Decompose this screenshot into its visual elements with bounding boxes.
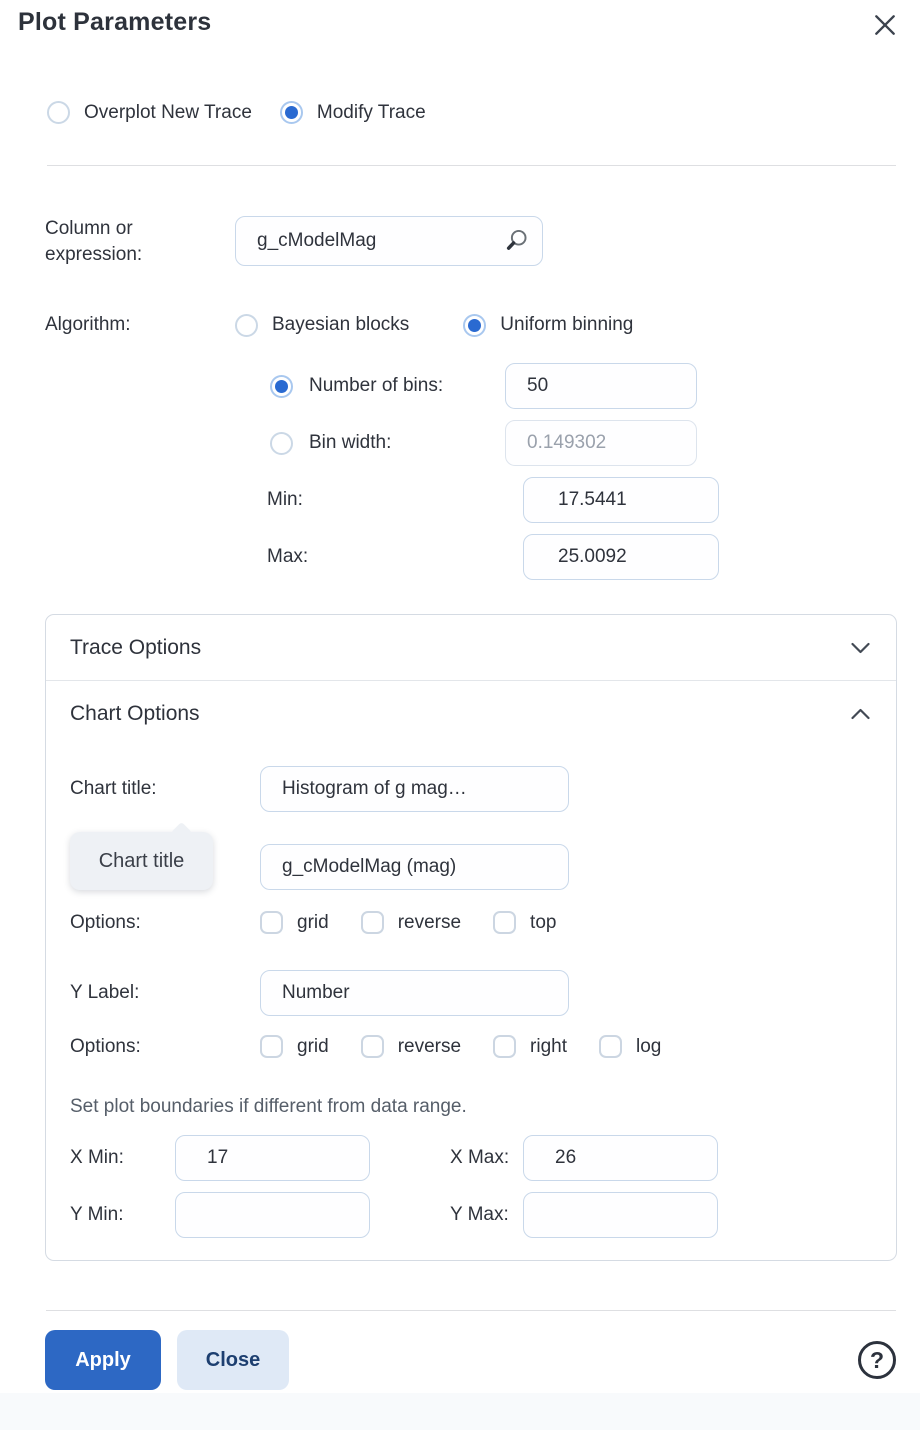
x-min-label: X Min: (70, 1147, 124, 1168)
radio-bin-width[interactable] (270, 432, 481, 455)
close-dialog-button[interactable]: Close (177, 1330, 289, 1390)
checkbox-icon (493, 911, 516, 934)
y-min-input[interactable] (175, 1192, 370, 1238)
radio-label: Number of bins: (309, 375, 444, 396)
bottom-strip (0, 1393, 920, 1430)
algorithm-row (45, 312, 920, 338)
checkbox-x-grid[interactable] (260, 911, 329, 934)
checkbox-x-reverse[interactable] (361, 911, 461, 934)
radio-circle-icon (270, 432, 293, 455)
checkbox-icon (493, 1035, 516, 1058)
radio-circle-icon (463, 314, 486, 337)
x-options-label: Options: (70, 911, 141, 933)
chart-options-header[interactable] (46, 681, 896, 747)
checkbox-icon (260, 911, 283, 934)
chevron-up-icon (851, 708, 870, 720)
chart-title-tooltip (70, 832, 213, 890)
radio-circle-icon (235, 314, 258, 337)
checkbox-label: reverse (397, 911, 462, 933)
column-expression-input-wrap (235, 216, 543, 268)
column-expression-label: Column or expression: (45, 218, 143, 265)
x-label-input[interactable] (260, 844, 569, 890)
y-boundaries-row (70, 1192, 872, 1238)
chart-title-row (70, 766, 872, 812)
radio-label: Uniform binning (500, 314, 634, 335)
x-min-input[interactable] (175, 1135, 370, 1181)
boundaries-note: Set plot boundaries if different from data range. (70, 1096, 467, 1117)
y-max-label: Y Max: (450, 1204, 509, 1225)
checkbox-icon (361, 1035, 384, 1058)
checkbox-label: reverse (397, 1035, 462, 1057)
footer (45, 1330, 896, 1390)
radio-circle-icon (47, 101, 70, 124)
y-options-label: Options: (70, 1035, 141, 1057)
checkbox-y-right[interactable] (493, 1035, 567, 1058)
number-of-bins-row (270, 363, 920, 409)
checkbox-icon (361, 911, 384, 934)
x-label-row (70, 832, 872, 890)
trace-options-header[interactable] (46, 615, 896, 681)
min-input[interactable] (523, 477, 719, 523)
dialog-header (0, 0, 920, 43)
y-label-input[interactable] (260, 970, 569, 1016)
trace-options-title: Trace Options (70, 635, 202, 659)
tooltip-text: Chart title (98, 849, 185, 872)
y-min-label: Y Min: (70, 1204, 124, 1225)
radio-circle-icon (270, 375, 293, 398)
radio-modify-trace[interactable] (280, 101, 426, 124)
x-max-label: X Max: (450, 1147, 510, 1168)
x-max-input[interactable] (523, 1135, 718, 1181)
radio-number-of-bins[interactable] (270, 375, 481, 398)
radio-label: Modify Trace (316, 101, 426, 123)
column-search-button[interactable] (503, 228, 529, 257)
apply-button[interactable]: Apply (45, 1330, 161, 1390)
y-label-row (70, 970, 872, 1016)
x-boundaries-row (70, 1135, 872, 1181)
section-divider (47, 165, 896, 166)
y-max-input[interactable] (523, 1192, 718, 1238)
y-options-row (70, 1035, 872, 1058)
radio-uniform-binning[interactable] (463, 314, 633, 337)
column-expression-input[interactable] (235, 216, 543, 266)
x-options-row (70, 911, 872, 934)
radio-overplot-new-trace[interactable] (47, 101, 252, 124)
close-button[interactable] (870, 10, 900, 43)
close-icon (872, 12, 898, 38)
checkbox-label: top (530, 911, 557, 933)
chart-options-title: Chart Options (70, 702, 200, 725)
radio-label: Overplot New Trace (84, 101, 252, 123)
max-row (267, 534, 920, 580)
page-title: Plot Parameters (18, 8, 212, 36)
help-icon[interactable]: ? (858, 1341, 896, 1379)
chart-options-body (46, 747, 896, 1260)
chart-title-label: Chart title: (70, 778, 157, 799)
checkbox-y-grid[interactable] (260, 1035, 329, 1058)
chart-title-input[interactable] (260, 766, 569, 812)
radio-label: Bayesian blocks (272, 314, 410, 335)
radio-bayesian-blocks[interactable] (235, 314, 409, 337)
bin-width-row (270, 420, 920, 466)
min-row (267, 477, 920, 523)
checkbox-label: log (636, 1035, 662, 1057)
max-label: Max: (267, 546, 309, 567)
y-label-label: Y Label: (70, 982, 140, 1003)
checkbox-label: grid (297, 911, 329, 933)
algorithm-label: Algorithm: (45, 314, 131, 335)
checkbox-icon (599, 1035, 622, 1058)
max-input[interactable] (523, 534, 719, 580)
checkbox-x-top[interactable] (493, 911, 556, 934)
bin-width-input[interactable] (505, 420, 697, 466)
checkbox-label: right (530, 1035, 568, 1057)
checkbox-y-reverse[interactable] (361, 1035, 461, 1058)
footer-divider (46, 1310, 896, 1311)
checkbox-y-log[interactable] (599, 1035, 661, 1058)
radio-circle-icon (280, 101, 303, 124)
search-icon (503, 228, 529, 254)
options-panel (45, 614, 897, 1261)
trace-mode-radio-group (47, 101, 920, 124)
chevron-down-icon (851, 642, 870, 654)
checkbox-icon (260, 1035, 283, 1058)
number-of-bins-input[interactable] (505, 363, 697, 409)
min-label: Min: (267, 489, 303, 510)
column-expression-row (45, 216, 920, 268)
radio-label: Bin width: (309, 432, 392, 453)
checkbox-label: grid (297, 1035, 329, 1057)
